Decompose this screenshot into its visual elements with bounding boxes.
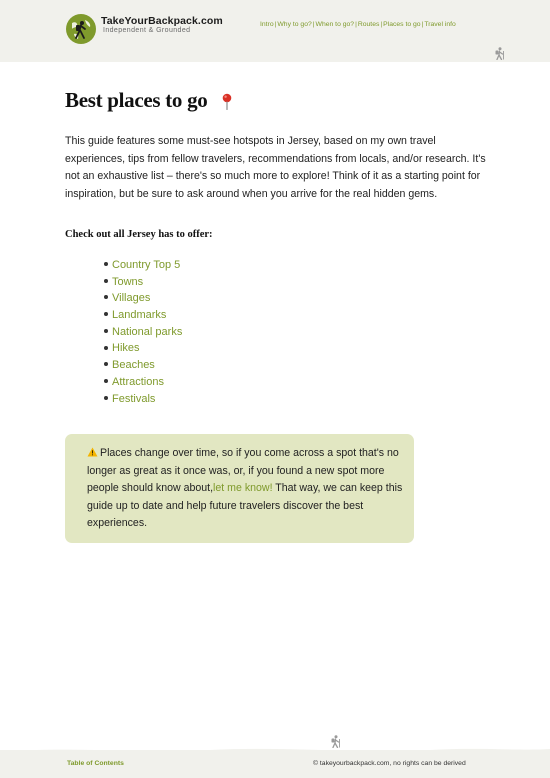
bullet-icon [104, 379, 108, 383]
brand-tagline: Independent & Grounded [103, 27, 191, 34]
footer-wave-divider [0, 744, 550, 758]
link-national-parks[interactable]: National parks [112, 325, 183, 338]
callout-text-before: Places change over time, so if you come across a spot that's no longer as great as it once was, or, if you found a new spot more people should know about, [87, 447, 399, 495]
copyright-notice: © takeyourbackpack.com, no rights can be derived [313, 760, 466, 767]
nav-routes[interactable]: Routes [357, 21, 380, 28]
map-pin-icon [221, 93, 233, 110]
table-of-contents-link[interactable]: Table of Contents [67, 760, 124, 767]
nav-separator: | [355, 21, 357, 28]
nav-separator: | [421, 21, 424, 28]
link-beaches[interactable]: Beaches [112, 359, 155, 372]
nav-why-to-go[interactable]: Why to go? [277, 21, 312, 28]
nav-travel-info[interactable]: Travel info [424, 21, 456, 28]
list-item [102, 340, 182, 357]
link-attractions[interactable]: Attractions [112, 375, 164, 388]
feedback-callout [65, 434, 414, 543]
nav-when-to-go[interactable]: When to go? [315, 21, 355, 28]
places-link-list [102, 257, 182, 407]
bullet-icon [104, 312, 108, 316]
list-item [102, 374, 182, 391]
list-item [102, 274, 182, 291]
let-me-know-link[interactable]: let me know! [213, 482, 273, 495]
callout-text-after: That way, we can keep this guide up to date and help future travelers discover the best experiences. [87, 482, 403, 530]
brand-name[interactable]: TakeYourBackpack.com [101, 15, 223, 27]
globe-hiker-logo-icon[interactable] [66, 14, 96, 44]
link-towns[interactable]: Towns [112, 275, 144, 288]
header-wave-divider [0, 48, 550, 68]
nav-intro[interactable]: Intro [260, 21, 274, 28]
nav-places-to-go[interactable]: Places to go [383, 21, 421, 28]
bullet-icon [104, 346, 108, 350]
bullet-icon [104, 262, 108, 266]
page-title: Best places to go [65, 88, 208, 112]
hiker-icon [494, 47, 505, 60]
list-item [102, 290, 182, 307]
link-festivals[interactable]: Festivals [112, 392, 156, 405]
offer-subheading: Check out all Jersey has to offer: [65, 229, 213, 240]
list-item [102, 257, 182, 274]
list-item [102, 357, 182, 374]
bullet-icon [104, 362, 108, 366]
intro-paragraph: This guide features some must-see hotspots in Jersey, based on my own travel experiences, tips from fellow travelers, recommendations from locals, and/or research. It's not an exhaustive list – there's so much more to explore! Think of it as a starting point for inspiration, but be sure to ask around when you arrive for the real hidden gems. [65, 135, 486, 200]
top-navigation [260, 21, 456, 28]
bullet-icon [104, 279, 108, 283]
list-item [102, 391, 182, 408]
link-villages[interactable]: Villages [112, 292, 151, 305]
callout-text [87, 445, 405, 533]
nav-separator: | [312, 21, 315, 28]
bullet-icon [104, 329, 108, 333]
list-item [102, 324, 182, 341]
bullet-icon [104, 295, 108, 299]
bullet-icon [104, 396, 108, 400]
nav-separator: | [274, 21, 277, 28]
link-country-top-5[interactable]: Country Top 5 [112, 259, 181, 271]
nav-separator: | [380, 21, 383, 28]
warning-icon [87, 447, 98, 457]
link-hikes[interactable]: Hikes [112, 342, 140, 355]
link-landmarks[interactable]: Landmarks [112, 309, 167, 322]
list-item [102, 307, 182, 324]
